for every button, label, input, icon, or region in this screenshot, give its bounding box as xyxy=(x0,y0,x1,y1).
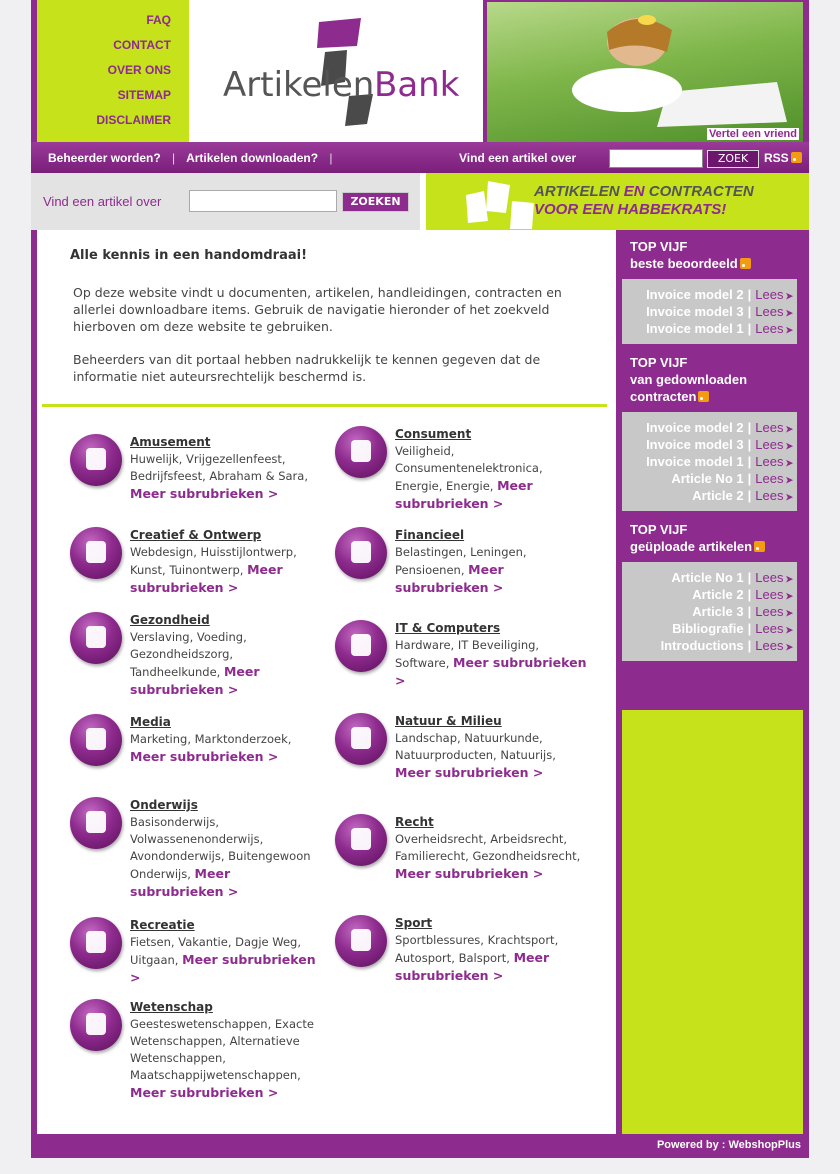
top-rated-heading-line1: TOP VIJF xyxy=(630,239,688,254)
category-desc: Basisonderwijs, Volwassenenonderwijs, Avondonderwijs, Buitengewoon Onderwijs, xyxy=(130,815,311,881)
category-body xyxy=(130,612,325,699)
category-body xyxy=(395,814,590,883)
top-downloaded-heading-line1: TOP VIJF xyxy=(630,355,688,370)
secondary-search xyxy=(31,173,420,230)
become-admin-link[interactable]: Beheerder worden? xyxy=(48,151,161,165)
more-subcategories-link[interactable]: Meer subrubrieken > xyxy=(130,866,239,899)
read-link[interactable]: Lees xyxy=(755,587,784,602)
logo-text-1: Artikelen xyxy=(223,65,375,105)
read-link[interactable]: Lees xyxy=(755,287,784,302)
tell-a-friend-link[interactable]: Vertel een vriend xyxy=(708,128,797,140)
more-subcategories-link[interactable]: Meer subrubrieken > xyxy=(395,478,533,511)
rss-label: RSS xyxy=(764,151,789,165)
more-subcategories-link[interactable]: Meer subrubrieken > xyxy=(395,655,587,688)
sidebar-separator: | xyxy=(747,638,752,653)
logo[interactable] xyxy=(189,0,483,142)
footer-credit: Powered by : WebshopPlus xyxy=(656,1139,801,1151)
category-title[interactable]: Recreatie xyxy=(130,918,195,932)
rss-icon xyxy=(791,152,802,163)
category-desc: Belastingen, Leningen, Pensioenen, xyxy=(395,545,527,577)
money-icon[interactable] xyxy=(335,527,387,579)
sidebar-separator: | xyxy=(747,621,752,636)
sidebar-item[interactable] xyxy=(622,569,797,586)
page xyxy=(31,0,809,1158)
sidebar-item-title[interactable]: Introductions xyxy=(660,638,744,653)
promo-line1a: ARTIKELEN xyxy=(534,183,624,200)
category-desc: Hardware, IT Beveiliging, Software, xyxy=(395,638,540,670)
sidebar-separator: | xyxy=(747,321,752,336)
divider xyxy=(42,404,607,407)
sidebar-separator: | xyxy=(747,287,752,302)
navbar-search-label: Vind een artikel over xyxy=(459,151,577,165)
category-body xyxy=(395,713,590,782)
category-desc: Overheidsrecht, Arbeidsrecht, Familierecht, Gezondheidsrecht, xyxy=(395,832,581,863)
more-subcategories-link[interactable]: Meer subrubrieken > xyxy=(395,950,550,983)
arrow-right-icon: ➤ xyxy=(785,325,793,335)
rss-icon[interactable] xyxy=(698,391,709,402)
sidebar-item-title[interactable]: Invoice model 3 xyxy=(646,304,744,319)
category-title[interactable]: Amusement xyxy=(130,435,211,449)
more-subcategories-link[interactable]: Meer subrubrieken > xyxy=(130,562,283,595)
read-link[interactable]: Lees xyxy=(755,570,784,585)
category-title[interactable]: IT & Computers xyxy=(395,621,501,635)
arrow-right-icon: ➤ xyxy=(785,424,793,434)
nav-over-ons[interactable]: OVER ONS xyxy=(107,63,171,77)
category-title[interactable]: Creatief & Ontwerp xyxy=(130,528,262,542)
top-uploaded-heading xyxy=(630,521,765,555)
nav-contact[interactable]: CONTACT xyxy=(113,38,171,52)
category-desc: Verslaving, Voeding, Gezondheidszorg, Tandheelkunde, xyxy=(130,630,247,679)
sidebar-item[interactable] xyxy=(622,436,797,453)
rss-icon[interactable] xyxy=(754,541,765,552)
globe-icon[interactable] xyxy=(70,999,122,1051)
sidebar-item[interactable] xyxy=(622,637,797,654)
read-link[interactable]: Lees xyxy=(755,621,784,636)
sidebar-item[interactable] xyxy=(622,286,797,303)
top-downloaded-list xyxy=(622,412,797,511)
top-rated-list xyxy=(622,279,797,344)
more-subcategories-link[interactable]: Meer subrubrieken > xyxy=(395,765,544,780)
read-link[interactable]: Lees xyxy=(755,471,784,486)
sidebar-item-title[interactable]: Invoice model 1 xyxy=(646,321,744,336)
more-subcategories-link[interactable]: Meer subrubrieken > xyxy=(130,952,316,985)
secondary-search-label: Vind een artikel over xyxy=(43,194,162,209)
read-link[interactable]: Lees xyxy=(755,454,784,469)
column-icon[interactable] xyxy=(335,814,387,866)
arrow-right-icon: ➤ xyxy=(785,308,793,318)
nav-sitemap[interactable]: SITEMAP xyxy=(117,88,171,102)
sidebar-item[interactable] xyxy=(622,320,797,337)
arrow-right-icon: ➤ xyxy=(785,291,793,301)
heart-icon[interactable] xyxy=(70,612,122,664)
arrow-right-icon: ➤ xyxy=(785,475,793,485)
sidebar-item[interactable] xyxy=(622,487,797,504)
sidebar-item[interactable] xyxy=(622,620,797,637)
sidebar-item-title[interactable]: Article No 1 xyxy=(671,570,744,585)
sidebar-separator: | xyxy=(747,604,752,619)
category-title[interactable]: Wetenschap xyxy=(130,1000,213,1014)
intro-title: Alle kennis in een handomdraai! xyxy=(70,248,308,263)
sidebar-item-title[interactable]: Article 2 xyxy=(692,488,744,503)
sidebar-separator: | xyxy=(747,587,752,602)
sidebar-separator: | xyxy=(747,304,752,319)
nav-separator: | xyxy=(329,151,333,165)
category-title[interactable]: Onderwijs xyxy=(130,798,198,812)
top-downloaded-heading xyxy=(630,354,747,405)
brush-icon[interactable] xyxy=(70,527,122,579)
category-desc: Webdesign, Huisstijlontwerp, Kunst, Tuinontwerp, xyxy=(130,545,297,577)
top-rated-heading-line2: beste beoordeeld xyxy=(630,256,738,271)
promo-banner xyxy=(426,173,809,230)
intro-paragraph-2: Beheerders van dit portaal hebben nadrukkelijk te kennen gegeven dat de informatie niet auteursrechtelijk beschermd is. xyxy=(73,352,541,384)
read-link[interactable]: Lees xyxy=(755,437,784,452)
more-subcategories-link[interactable]: Meer subrubrieken > xyxy=(130,664,260,697)
sidebar-separator: | xyxy=(747,454,752,469)
deer-icon[interactable] xyxy=(335,713,387,765)
promo-line1b: EN xyxy=(623,183,645,200)
sidebar-item-title[interactable]: Invoice model 2 xyxy=(646,420,744,435)
category-body xyxy=(395,915,590,985)
newspaper-icon[interactable] xyxy=(70,714,122,766)
sidebar-separator: | xyxy=(747,437,752,452)
arrow-right-icon: ➤ xyxy=(785,591,793,601)
top-uploaded-list xyxy=(622,562,797,661)
sidebar xyxy=(622,230,809,1134)
arrow-right-icon: ➤ xyxy=(785,574,793,584)
sailboat-icon[interactable] xyxy=(70,917,122,969)
sidebar-item[interactable] xyxy=(622,453,797,470)
arrow-right-icon: ➤ xyxy=(785,492,793,502)
top-nav xyxy=(31,0,189,142)
header-photo xyxy=(487,2,803,142)
more-subcategories-link[interactable]: Meer subrubrieken > xyxy=(130,749,279,764)
read-link[interactable]: Lees xyxy=(755,420,784,435)
category-body xyxy=(130,917,325,987)
arrow-right-icon: ➤ xyxy=(785,608,793,618)
top-downloaded-heading-line3: contracten xyxy=(630,389,697,404)
rss-link[interactable] xyxy=(764,151,802,165)
read-link[interactable]: Lees xyxy=(755,638,784,653)
sidebar-item-title[interactable]: Article No 1 xyxy=(671,471,744,486)
category-title[interactable]: Recht xyxy=(395,815,434,829)
category-title[interactable]: Natuur & Milieu xyxy=(395,714,502,728)
download-articles-link[interactable]: Artikelen downloaden? xyxy=(186,151,319,165)
navbar-search-input[interactable] xyxy=(609,149,703,168)
category-body xyxy=(130,527,325,597)
category-title[interactable]: Consument xyxy=(395,427,472,441)
arrow-right-icon: ➤ xyxy=(785,625,793,635)
paper-stack-icon xyxy=(444,173,544,230)
arrow-right-icon: ➤ xyxy=(785,441,793,451)
header-photo-frame xyxy=(483,0,809,142)
logo-icon xyxy=(189,0,483,142)
category-desc: Huwelijk, Vrijgezellenfeest, Bedrijfsfeest, Abraham & Sara, xyxy=(130,452,308,483)
sidebar-item[interactable] xyxy=(622,470,797,487)
sidebar-separator: | xyxy=(747,471,752,486)
category-title[interactable]: Sport xyxy=(395,916,433,930)
rss-icon[interactable] xyxy=(740,258,751,269)
category-body xyxy=(130,434,325,503)
category-title[interactable]: Media xyxy=(130,715,171,729)
more-subcategories-link[interactable]: Meer subrubrieken > xyxy=(130,486,279,501)
sidebar-separator: | xyxy=(747,570,752,585)
secondary-search-button[interactable]: ZOEKEN xyxy=(342,192,409,212)
arrow-right-icon: ➤ xyxy=(785,458,793,468)
main-content xyxy=(37,230,616,1134)
shopping-bag-icon[interactable] xyxy=(335,426,387,478)
pen-icon[interactable] xyxy=(70,797,122,849)
category-title[interactable]: Financieel xyxy=(395,528,465,542)
category-title[interactable]: Gezondheid xyxy=(130,613,210,627)
nav-faq[interactable]: FAQ xyxy=(146,13,171,27)
laptop-icon[interactable] xyxy=(335,620,387,672)
arrow-right-icon: ➤ xyxy=(785,642,793,652)
nav-separator: | xyxy=(172,151,176,165)
more-subcategories-link[interactable]: Meer subrubrieken > xyxy=(395,562,504,595)
intro-paragraph-1: Op deze website vindt u documenten, artikelen, handleidingen, contracten en allerlei downloadbare items. Gebruik de navigatie hieronder of het zoekveld hierboven om deze website te gebruiken. xyxy=(73,285,562,334)
read-link[interactable]: Lees xyxy=(755,488,784,503)
sidebar-panel xyxy=(622,230,803,710)
top-uploaded-heading-line1: TOP VIJF xyxy=(630,522,688,537)
sidebar-item[interactable] xyxy=(622,303,797,320)
sidebar-item-title[interactable]: Article 3 xyxy=(692,604,744,619)
sidebar-item[interactable] xyxy=(622,603,797,620)
sidebar-border xyxy=(803,230,809,1134)
category-desc: Veiligheid, Consumentenelektronica, Energie, Energie, xyxy=(395,444,543,493)
sidebar-separator: | xyxy=(747,488,752,503)
promo-line2: VOOR EEN HABBEKRATS! xyxy=(534,201,727,218)
read-link[interactable]: Lees xyxy=(755,604,784,619)
category-desc: Fietsen, Vakantie, Dagje Weg, Uitgaan, xyxy=(130,935,301,967)
promo-text xyxy=(534,183,754,219)
read-link[interactable]: Lees xyxy=(755,321,784,336)
sidebar-item-title[interactable]: Invoice model 2 xyxy=(646,287,744,302)
sidebar-item[interactable] xyxy=(622,586,797,603)
logo-text-2: Bank xyxy=(374,65,460,105)
category-body xyxy=(395,620,590,690)
promo-line1c: CONTRACTEN xyxy=(644,183,754,200)
read-link[interactable]: Lees xyxy=(755,304,784,319)
party-icon[interactable] xyxy=(70,434,122,486)
sidebar-item[interactable] xyxy=(622,419,797,436)
secondary-search-input[interactable] xyxy=(189,190,337,212)
category-desc: Geesteswetenschappen, Exacte Wetenschappen, Alternatieve Wetenschappen, Maatschappijwetenschappen, xyxy=(130,1017,314,1082)
top-rated-heading xyxy=(630,238,751,272)
category-desc: Sportblessures, Krachtsport, Autosport, Balsport, xyxy=(395,933,559,965)
category-desc: Marketing, Marktonderzoek, xyxy=(130,732,292,746)
category-body xyxy=(395,527,590,597)
more-subcategories-link[interactable]: Meer subrubrieken > xyxy=(130,1085,279,1100)
category-body xyxy=(130,714,325,766)
sidebar-item-title[interactable]: Invoice model 1 xyxy=(646,454,744,469)
more-subcategories-link[interactable]: Meer subrubrieken > xyxy=(395,866,544,881)
footer xyxy=(31,1134,809,1158)
category-body xyxy=(130,797,325,901)
sidebar-item-title[interactable]: Bibliografie xyxy=(672,621,744,636)
top-uploaded-heading-line2: geüploade artikelen xyxy=(630,539,753,554)
navbar-search-button[interactable]: ZOEK xyxy=(707,150,759,168)
top-downloaded-heading-line2: van gedownloaden xyxy=(630,372,748,387)
category-desc: Landschap, Natuurkunde, Natuurproducten, Natuurijs, xyxy=(395,731,556,762)
sidebar-item-title[interactable]: Invoice model 3 xyxy=(646,437,744,452)
category-body xyxy=(395,426,590,513)
nav-disclaimer[interactable]: DISCLAIMER xyxy=(96,113,171,127)
sidebar-separator: | xyxy=(747,420,752,435)
soccer-ball-icon[interactable] xyxy=(335,915,387,967)
category-body xyxy=(130,999,325,1102)
main-navbar xyxy=(31,142,809,173)
sidebar-item-title[interactable]: Article 2 xyxy=(692,587,744,602)
